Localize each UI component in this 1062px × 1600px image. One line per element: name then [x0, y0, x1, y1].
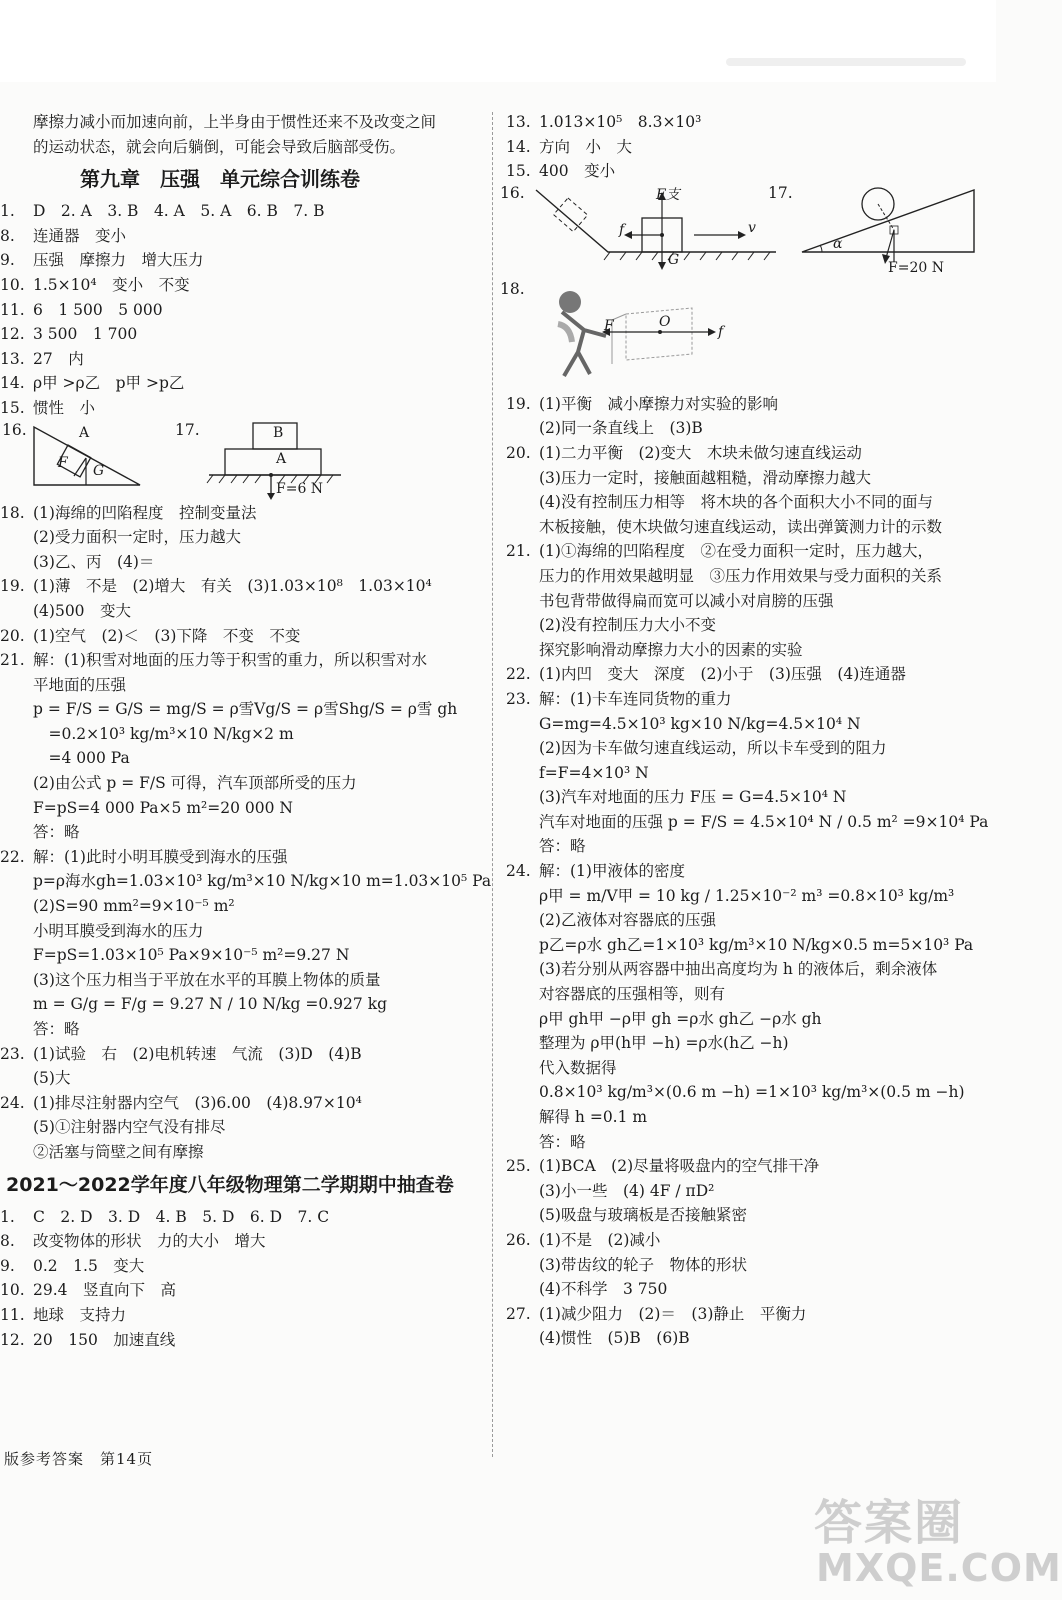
answer-line — [506, 884, 992, 909]
answer-text: (3)压力一定时，接触面越粗糙，滑动摩擦力越大 — [539, 468, 871, 487]
answer-text: 解：(1)卡车连同货物的重力 — [539, 689, 732, 708]
answer-text: 3 500 1 700 — [33, 325, 138, 344]
answer-line — [0, 525, 485, 550]
right-column — [500, 110, 992, 1351]
answer-text: (3)汽车对地面的压力 F压 = G=4.5×10⁴ N — [539, 788, 847, 807]
item-number: 12. — [0, 325, 25, 344]
answer-text: D 2. A 3. B 4. A 5. A 6. B 7. B — [33, 202, 325, 221]
answer-line — [506, 933, 992, 958]
answer-text: p = F/S = G/S = mg/S = ρ雪Vg/S = ρ雪Shg/S = ρ雪 gh — [33, 700, 458, 719]
header-watermark — [726, 58, 966, 66]
item-number: 22. — [0, 847, 25, 866]
answer-text: 木板接触，使木块做匀速直线运动，读出弹簧测力计的示数 — [539, 517, 943, 536]
answer-line — [506, 1007, 992, 1032]
answer-text: 解得 h =0.1 m — [539, 1108, 648, 1126]
answer-text: (1)海绵的凹陷程度 控制变量法 — [33, 503, 257, 522]
answer-text: (2)同一条直线上 (3)B — [539, 419, 703, 438]
page-footer: 版参考答案 第14页 — [4, 1450, 154, 1468]
pulling-illustration-18 — [542, 280, 742, 388]
answer-line — [506, 785, 992, 810]
answer-text: (3)小一些 (4) 4F / πD² — [539, 1181, 715, 1200]
answer-line — [0, 1140, 485, 1165]
answer-text: (1)二力平衡 (2)变大 木块未做匀速直线运动 — [539, 443, 862, 462]
answer-line — [0, 746, 485, 771]
exam-heading: 2021～2022学年度八年级物理第二学期期中抽查卷 — [6, 1173, 454, 1196]
answer-line — [506, 810, 992, 835]
answer-line — [0, 1205, 485, 1230]
item-number: 25. — [506, 1157, 531, 1176]
answer-line — [506, 1326, 992, 1351]
answer-line — [506, 1105, 992, 1130]
answer-line — [506, 957, 992, 982]
answer-line — [0, 771, 485, 796]
answer-text: 27 内 — [33, 349, 84, 368]
answer-text: 20 150 加速直线 — [33, 1330, 176, 1349]
answer-line — [0, 1115, 485, 1140]
answer-line — [0, 869, 492, 894]
item-number: 12. — [0, 1330, 25, 1349]
q17-number: 17. — [175, 420, 200, 439]
answer-text: (4)惯性 (5)B (6)B — [539, 1329, 690, 1348]
answer-line — [0, 845, 485, 870]
answer-line — [506, 613, 992, 638]
answer-line — [506, 110, 992, 135]
item-number: 11. — [0, 1305, 25, 1324]
answer-line — [506, 662, 992, 687]
answer-text: (3)这个压力相当于平放在水平的耳膜上物体的质量 — [33, 970, 381, 989]
answer-line — [0, 347, 485, 372]
answer-line — [0, 199, 485, 224]
answer-line — [506, 761, 992, 786]
answer-line — [0, 298, 485, 323]
answer-line — [506, 1056, 992, 1081]
answer-line — [0, 1017, 485, 1042]
answer-line — [506, 1277, 992, 1302]
answer-line — [0, 273, 485, 298]
answer-text: 0.8×10³ kg/m³×(0.6 m −h) =1×10³ kg/m³×(0.5 m −h) — [539, 1083, 965, 1102]
item-number: 10. — [0, 1281, 25, 1300]
figures-16-17: 16. A F G 17. B A F=6 N — [0, 421, 485, 501]
answer-line — [0, 673, 485, 698]
answer-line — [0, 697, 485, 722]
item-number: 24. — [0, 1093, 25, 1112]
answer-line — [0, 820, 485, 845]
intro-line: 的运动状态，就会向后躺倒，可能会导致后脑部受伤。 — [33, 137, 406, 156]
answer-text: ρ甲 = m/V甲 = 10 kg / 1.25×10⁻² m³ =0.8×10³ kg/m³ — [539, 886, 955, 905]
answer-line — [506, 908, 992, 933]
item-number: 24. — [506, 862, 531, 881]
answer-line — [506, 490, 992, 515]
answer-line — [0, 919, 485, 944]
answer-line — [506, 1130, 992, 1155]
q16-number: 16. — [2, 420, 27, 439]
item-number: 1. — [0, 1207, 15, 1226]
answer-text: F=pS=4 000 Pa×5 m²=20 000 N — [33, 798, 293, 817]
answer-text: 书包背带做得扁而宽可以减小对肩膀的压强 — [539, 591, 834, 610]
answer-text: (4)没有控制压力相等 将木块的各个面积大小不同的面与 — [539, 493, 933, 512]
answer-line — [506, 564, 992, 589]
answer-line — [0, 224, 485, 249]
column-divider — [492, 112, 493, 1457]
answer-text: (1)①海绵的凹陷程度 ②在受力面积一定时，压力越大， — [539, 542, 933, 561]
answer-line — [506, 1031, 992, 1056]
figures-16-17-right: 16. F支 f v G 17. α F=20 N — [506, 184, 992, 280]
item-number: 23. — [506, 689, 531, 708]
answer-text: (5)吸盘与玻璃板是否接触紧密 — [539, 1206, 747, 1225]
answer-text: 压力的作用效果越明显 ③压力作用效果与受力面积的关系 — [539, 566, 943, 585]
answer-text: (1)薄 不是 (2)增大 有关 (3)1.03×10⁸ 1.03×10⁴ — [33, 577, 432, 596]
answer-line — [506, 982, 992, 1007]
answer-line — [0, 1254, 485, 1279]
answer-text: C 2. D 3. D 4. B 5. D 6. D 7. C — [33, 1207, 330, 1226]
answer-text: (1)空气 (2)＜ (3)下降 不变 不变 — [33, 626, 301, 645]
answer-line — [506, 736, 992, 761]
answer-line — [0, 248, 485, 273]
answer-line — [506, 1154, 992, 1179]
answer-line — [0, 1229, 485, 1254]
answer-line — [506, 159, 992, 184]
answer-text: (2)由公式 p = F/S 可得，汽车顶部所受的压力 — [33, 774, 357, 793]
answer-text: ②活塞与筒壁之间有摩擦 — [33, 1142, 204, 1161]
answer-line — [0, 550, 485, 575]
answer-line — [506, 441, 992, 466]
item-number: 21. — [0, 651, 25, 670]
answer-text: p=ρ海水gh=1.03×10³ kg/m³×10 N/kg×10 m=1.03×10⁵ Pa — [33, 872, 492, 891]
friction-diagram-16 — [530, 184, 780, 270]
answer-text: (2)因为卡车做匀速直线运动，所以卡车受到的阻力 — [539, 739, 887, 758]
item-number: 10. — [0, 275, 25, 294]
answer-text: m = G/g = F/g = 9.27 N / 10 N/kg =0.927 kg — [33, 995, 388, 1014]
answer-text: 1.5×10⁴ 变小 不变 — [33, 275, 190, 294]
answer-line — [0, 322, 485, 347]
answer-text: 改变物体的形状 力的大小 增大 — [33, 1232, 266, 1251]
answer-line — [0, 624, 485, 649]
answer-text: (1)内凹 变大 深度 (2)小于 (3)压强 (4)连通器 — [539, 665, 906, 684]
item-number: 1. — [0, 202, 15, 221]
answer-text: (1)排尽注射器内空气 (3)6.00 (4)8.97×10⁴ — [33, 1093, 362, 1112]
answer-line — [506, 1080, 992, 1105]
answer-text: (1)平衡 减小摩擦力对实验的影响 — [539, 394, 778, 413]
answer-text: 汽车对地面的压强 p = F/S = 4.5×10⁴ N / 0.5 m² =9×10⁴ Pa — [539, 812, 989, 831]
answer-line — [506, 712, 992, 737]
answer-text: (1)BCA (2)尽量将吸盘内的空气排干净 — [539, 1157, 820, 1176]
answer-text: 答：略 — [33, 1020, 80, 1038]
answer-text: 整理为 ρ甲(h甲 −h) =ρ水(h乙 −h) — [539, 1034, 789, 1053]
answer-line — [506, 1203, 992, 1228]
answer-line — [506, 416, 992, 441]
answer-text: 压强 摩擦力 增大压力 — [33, 251, 204, 270]
answer-text: =4 000 Pa — [33, 749, 130, 768]
answer-text: ρ甲 gh甲 −ρ甲 gh =ρ水 gh乙 −ρ水 gh — [539, 1009, 822, 1028]
intro-line: 摩擦力减小而加速向前，上半身由于惯性还来不及改变之间 — [33, 113, 437, 131]
item-number: 14. — [506, 137, 531, 156]
item-number: 13. — [0, 349, 25, 368]
item-number: 20. — [506, 443, 531, 462]
item-number: 20. — [0, 626, 25, 645]
item-number: 27. — [506, 1304, 531, 1323]
answer-text: F=pS=1.03×10⁵ Pa×9×10⁻⁵ m²=9.27 N — [33, 946, 350, 965]
answer-text: 0.2 1.5 变大 — [33, 1256, 145, 1275]
left-column — [0, 110, 492, 1352]
answer-text: 地球 支持力 — [33, 1305, 127, 1324]
answer-text: (4)500 变大 — [33, 601, 132, 620]
q18r-number: 18. — [500, 279, 525, 298]
page-top-margin — [0, 0, 996, 82]
answer-text: 方向 小 大 — [539, 137, 633, 156]
answer-text: (2)没有控制压力大小不变 — [539, 616, 716, 635]
item-number: 19. — [0, 577, 25, 596]
item-number: 19. — [506, 394, 531, 413]
answer-text: (5)大 — [33, 1069, 71, 1088]
answer-text: 解：(1)此时小明耳膜受到海水的压强 — [33, 847, 288, 866]
answer-text: (1)试验 右 (2)电机转速 气流 (3)D (4)B — [33, 1044, 362, 1063]
answer-text: (1)减少阻力 (2)＝ (3)静止 平衡力 — [539, 1304, 807, 1323]
answer-text: (2)受力面积一定时，压力越大 — [33, 528, 241, 547]
chapter-heading: 第九章 压强 单元综合训练卷 — [80, 167, 360, 192]
answer-line — [506, 515, 992, 540]
item-number: 26. — [506, 1230, 531, 1249]
answer-text: (3)乙、丙 (4)＝ — [33, 552, 155, 571]
answer-text: 代入数据得 — [539, 1058, 617, 1077]
answer-line — [0, 1303, 485, 1328]
item-number: 9. — [0, 251, 15, 270]
answer-text: 400 变小 — [539, 162, 616, 181]
answer-text: (1)不是 (2)减小 — [539, 1230, 661, 1249]
answer-text: 连通器 变小 — [33, 226, 127, 245]
answer-text: (3)带齿纹的轮子 物体的形状 — [539, 1255, 747, 1274]
answer-text: 1.013×10⁵ 8.3×10³ — [539, 113, 702, 131]
answer-text: 小明耳膜受到海水的压力 — [33, 921, 204, 940]
answer-text: (4)不科学 3 750 — [539, 1280, 668, 1299]
answer-text: =0.2×10³ kg/m³×10 N/kg×2 m — [33, 724, 294, 743]
answer-text: 探究影响滑动摩擦力大小的因素的实验 — [539, 640, 803, 659]
answer-line — [0, 1066, 485, 1091]
answer-text: 答：略 — [539, 837, 586, 856]
answer-text: 惯性 小 — [33, 398, 96, 417]
item-number: 23. — [0, 1044, 25, 1063]
answer-line — [0, 501, 485, 526]
answer-text: 29.4 竖直向下 高 — [33, 1281, 177, 1300]
item-number: 21. — [506, 542, 531, 561]
answer-line — [0, 371, 485, 396]
answer-line — [506, 466, 992, 491]
answer-line — [506, 687, 992, 712]
q17r-number: 17. — [768, 183, 793, 202]
answer-line — [506, 1228, 992, 1253]
answer-text: (5)①注射器内空气没有排尽 — [33, 1118, 226, 1137]
answer-text: f=F=4×10³ N — [539, 763, 649, 782]
answer-line — [506, 859, 992, 884]
item-number: 15. — [0, 398, 25, 417]
figure-18: 18. F O f — [506, 280, 992, 392]
answer-text: (2)乙液体对容器底的压强 — [539, 911, 716, 930]
answer-text: ρ甲 >ρ乙 p甲 >p乙 — [33, 374, 185, 393]
answer-line — [0, 992, 485, 1017]
item-number: 9. — [0, 1256, 15, 1275]
answer-text: G=mg=4.5×10³ kg×10 N/kg=4.5×10⁴ N — [539, 714, 861, 733]
answer-text: (3)若分别从两容器中抽出高度均为 h 的液体后，剩余液体 — [539, 960, 938, 979]
answer-line — [0, 1042, 485, 1067]
item-number: 13. — [506, 113, 531, 131]
answer-line — [0, 396, 485, 421]
answer-line — [0, 796, 485, 821]
answer-line — [0, 1328, 485, 1353]
answer-text: (2)S=90 mm²=9×10⁻⁵ m² — [33, 897, 235, 916]
answer-text: 平地面的压强 — [33, 675, 127, 694]
answer-line — [506, 638, 992, 663]
answer-line — [0, 968, 485, 993]
answer-text: 答：略 — [33, 823, 80, 842]
answer-line — [0, 943, 485, 968]
answer-text: p乙=ρ水 gh乙=1×10³ kg/m³×10 N/kg×0.5 m=5×10³ Pa — [539, 935, 974, 954]
answer-line — [0, 648, 485, 673]
answer-text: 解：(1)甲液体的密度 — [539, 862, 685, 881]
item-number: 8. — [0, 1232, 15, 1251]
item-number: 22. — [506, 665, 531, 684]
watermark-logo: 答案圈 MXQE.COM — [814, 1495, 1062, 1590]
answer-line — [506, 1179, 992, 1204]
answer-line — [506, 135, 992, 160]
item-number: 15. — [506, 162, 531, 181]
answer-line — [0, 1091, 485, 1116]
answer-line — [0, 894, 485, 919]
item-number: 11. — [0, 300, 25, 319]
answer-line — [0, 722, 485, 747]
item-number: 8. — [0, 226, 15, 245]
answer-line — [506, 1302, 992, 1327]
answer-text: 6 1 500 5 000 — [33, 300, 163, 319]
answer-line — [506, 1253, 992, 1278]
answer-text: 对容器底的压强相等，则有 — [539, 985, 726, 1004]
answer-text: 解：(1)积雪对地面的压力等于积雪的重力，所以积雪对水 — [33, 651, 427, 670]
answer-line — [506, 539, 992, 564]
answer-line — [506, 834, 992, 859]
answer-line — [0, 574, 485, 599]
q16r-number: 16. — [500, 183, 525, 202]
answer-line — [0, 1278, 485, 1303]
item-number: 14. — [0, 374, 25, 393]
answer-line — [506, 589, 992, 614]
answer-line — [506, 392, 992, 417]
answer-line — [0, 599, 485, 624]
answer-text: 答：略 — [539, 1132, 586, 1151]
item-number: 18. — [0, 503, 25, 522]
